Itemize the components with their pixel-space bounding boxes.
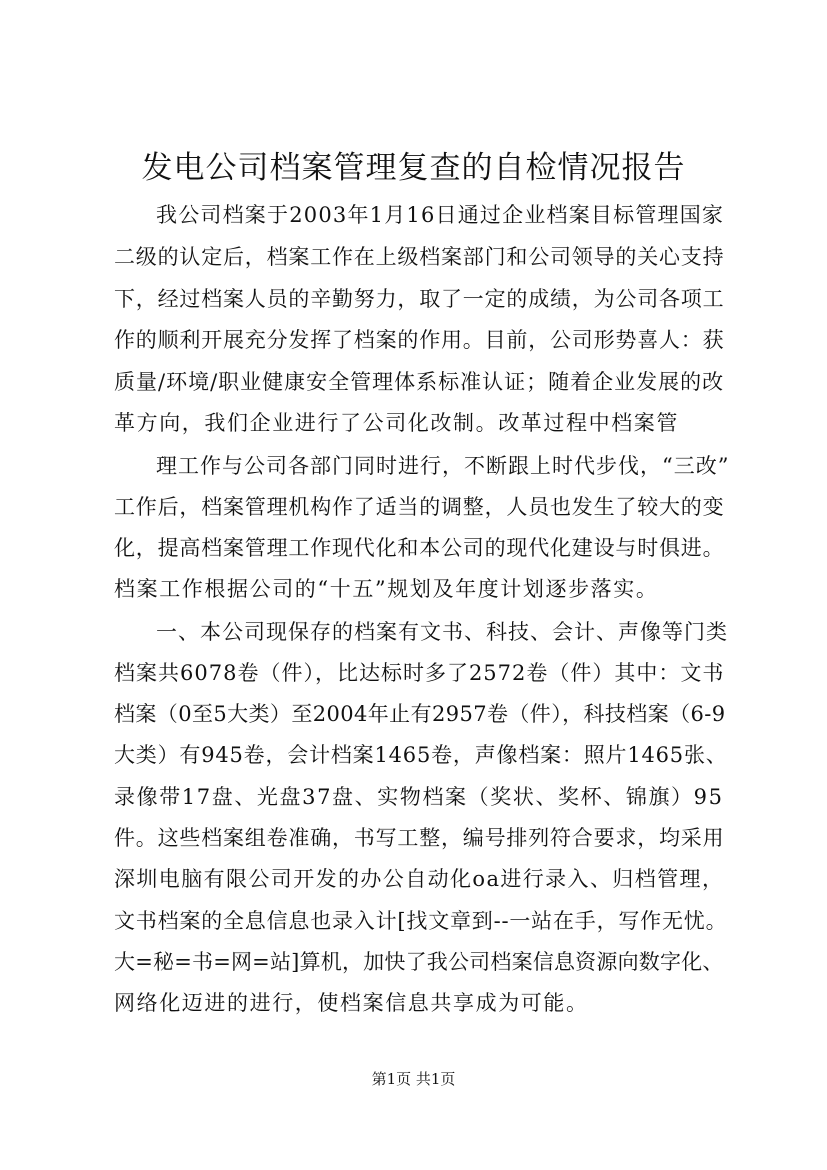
document-title: 发电公司档案管理复查的自检情况报告 [141,150,686,186]
paragraph-line: 革方向，我们企业进行了公司化改制。改革过程中档案管 [114,411,679,435]
paragraph-line: 作的顺利开展充分发挥了档案的作用。目前，公司形势喜人：获 [114,328,725,352]
paragraph-line: 大=秘=书=网=站]算机，加快了我公司档案信息资源向数字化、 [114,950,724,974]
paragraph-line: 工作后，档案管理机构作了适当的调整，人员也发生了较大的变 [114,495,725,519]
paragraph-line: 质量/环境/职业健康安全管理体系标准认证；随着企业发展的改 [114,370,725,394]
paragraph-line: 大类）有945卷，会计档案1465卷，声像档案：照片1465张、 [114,743,728,767]
paragraph-line: 录像带17盘、光盘37盘、实物档案（奖状、奖杯、锦旗）95 [114,785,724,809]
paragraph-line: 理工作与公司各部门同时进行，不断跟上时代步伐，“三改” [156,454,730,478]
paragraph-line: 件。这些档案组卷准确，书写工整，编号排列符合要求，均采用 [114,826,725,850]
paragraph-line: 档案共6078卷（件），比达标时多了2572卷（件）其中：文书 [114,661,725,685]
paragraph-line: 档案（0至5大类）至2004年止有2957卷（件），科技档案（6-9 [114,702,726,726]
paragraph-line: 我公司档案于2003年1月16日通过企业档案目标管理国家 [156,203,725,227]
paragraph-line: 网络化迈进的进行，使档案信息共享成为可能。 [114,991,589,1015]
paragraph-line: 一、本公司现保存的档案有文书、科技、会计、声像等门类 [156,620,728,644]
page-footer: 第1页 共1页 [371,1070,456,1088]
paragraph-line: 文书档案的全息信息也录入计[找文章到--一站在手，写作无忧。 [114,909,728,933]
paragraph-line: 二级的认定后，档案工作在上级档案部门和公司领导的关心支持 [114,245,725,269]
paragraph-line: 档案工作根据公司的“十五”规划及年度计划逐步落实。 [114,577,659,601]
paragraph-line: 化，提高档案管理工作现代化和本公司的现代化建设与时俱进。 [114,536,725,560]
paragraph-line: 下，经过档案人员的辛勤努力，取了一定的成绩，为公司各项工 [114,287,725,311]
paragraph-line: 深圳电脑有限公司开发的办公自动化oa进行录入、归档管理， [114,867,725,891]
